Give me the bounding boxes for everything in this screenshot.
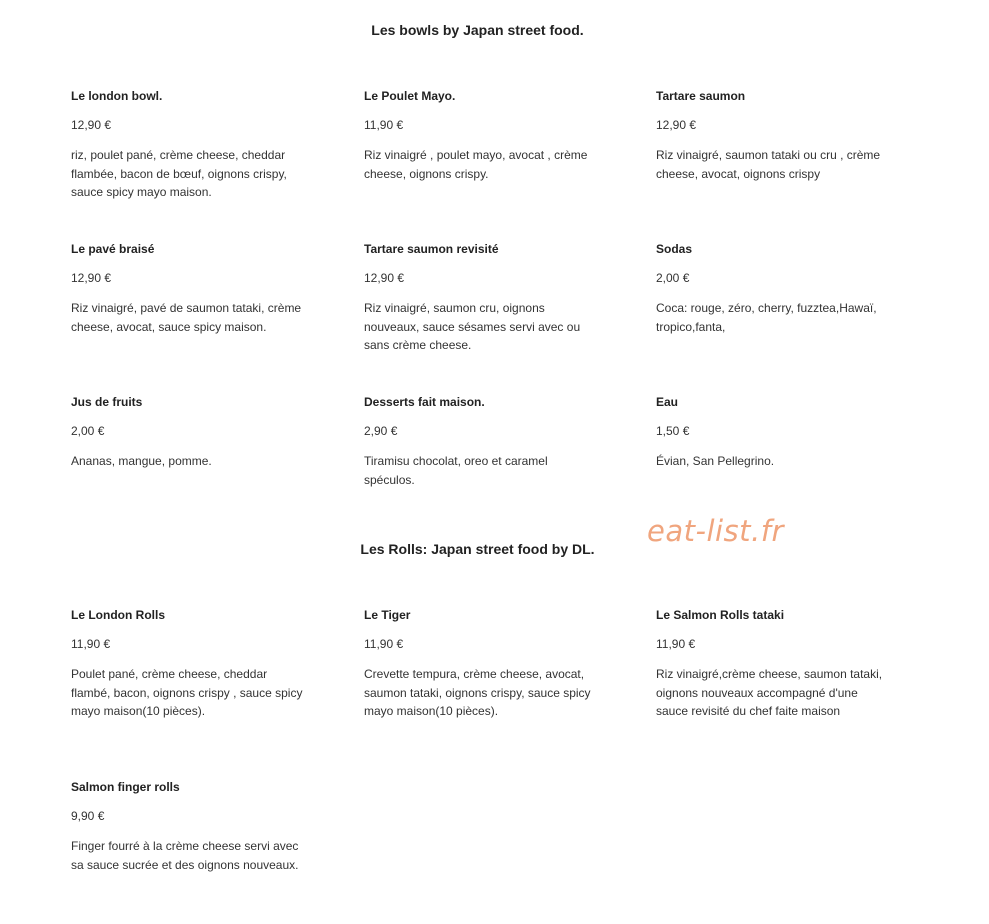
item-description: Riz vinaigré, saumon tataki ou cru , crème cheese, avocat, oignons crispy — [656, 148, 881, 181]
item-price: 2,00 € — [71, 424, 105, 438]
item-price: 1,50 € — [656, 424, 690, 438]
item-name: Le pavé braisé — [71, 242, 155, 256]
item-description: Finger fourré à la crème cheese servi avec sa sauce sucrée et des oignons nouveaux. — [71, 839, 299, 872]
item-name: Le london bowl. — [71, 89, 163, 103]
item-name: Desserts fait maison. — [364, 395, 485, 409]
item-price: 12,90 € — [71, 271, 112, 285]
item-description: Ananas, mangue, pomme. — [71, 454, 212, 468]
menu-item — [656, 394, 891, 471]
item-description: riz, poulet pané, crème cheese, cheddar flambée, bacon de bœuf, oignons crispy, sauce spicy mayo maison. — [71, 148, 287, 199]
item-description: Coca: rouge, zéro, cherry, fuzztea,Hawaï, tropico,fanta, — [656, 301, 877, 334]
item-name: Eau — [656, 395, 679, 409]
section-title-rolls: Les Rolls: Japan street food by DL. — [360, 541, 595, 557]
item-price: 11,90 € — [364, 118, 404, 132]
menu-item — [364, 607, 599, 721]
item-name: Sodas — [656, 242, 693, 256]
item-price: 2,00 € — [656, 271, 690, 285]
item-description: Évian, San Pellegrino. — [656, 454, 775, 468]
menu-item — [364, 241, 599, 355]
item-price: 11,90 € — [656, 637, 696, 651]
item-description: Poulet pané, crème cheese, cheddar flambé, bacon, oignons crispy , sauce spicy mayo maison(10 pièces). — [71, 667, 303, 718]
item-name: Le Poulet Mayo. — [364, 89, 456, 103]
menu-item — [656, 241, 891, 336]
item-price: 12,90 € — [656, 118, 697, 132]
item-description: Riz vinaigré,crème cheese, saumon tataki, oignons nouveaux accompagné d'une sauce revisité du chef faite maison — [656, 667, 883, 718]
item-name: Salmon finger rolls — [71, 780, 180, 794]
menu-item — [71, 241, 306, 336]
watermark: eat-list.fr — [647, 514, 784, 548]
item-name: Le London Rolls — [71, 608, 165, 622]
item-name: Le Tiger — [364, 608, 411, 622]
menu-item — [71, 394, 306, 471]
item-name: Jus de fruits — [71, 395, 143, 409]
menu-item — [656, 607, 891, 721]
item-name: Tartare saumon revisité — [364, 242, 499, 256]
item-price: 9,90 € — [71, 809, 105, 823]
menu-item — [656, 88, 891, 183]
item-price: 12,90 € — [71, 118, 112, 132]
menu-item — [364, 88, 599, 183]
menu-item — [71, 779, 306, 874]
menu-item — [71, 88, 306, 202]
item-description: Riz vinaigré, pavé de saumon tataki, crème cheese, avocat, sauce spicy maison. — [71, 301, 302, 334]
item-name: Tartare saumon — [656, 89, 746, 103]
item-price: 11,90 € — [71, 637, 111, 651]
item-price: 2,90 € — [364, 424, 398, 438]
section-title-bowls: Les bowls by Japan street food. — [371, 22, 584, 38]
item-description: Riz vinaigré, saumon cru, oignons nouveaux, sauce sésames servi avec ou sans crème cheese. — [364, 301, 581, 352]
menu-item — [364, 394, 599, 489]
item-name: Le Salmon Rolls tataki — [656, 608, 785, 622]
item-price: 11,90 € — [364, 637, 404, 651]
menu-item — [71, 607, 306, 721]
item-description: Riz vinaigré , poulet mayo, avocat , crème cheese, oignons crispy. — [364, 148, 588, 181]
item-description: Tiramisu chocolat, oreo et caramel spéculos. — [364, 454, 548, 487]
item-description: Crevette tempura, crème cheese, avocat, saumon tataki, oignons crispy, sauce spicy mayo maison(10 pièces). — [364, 667, 591, 718]
item-price: 12,90 € — [364, 271, 405, 285]
